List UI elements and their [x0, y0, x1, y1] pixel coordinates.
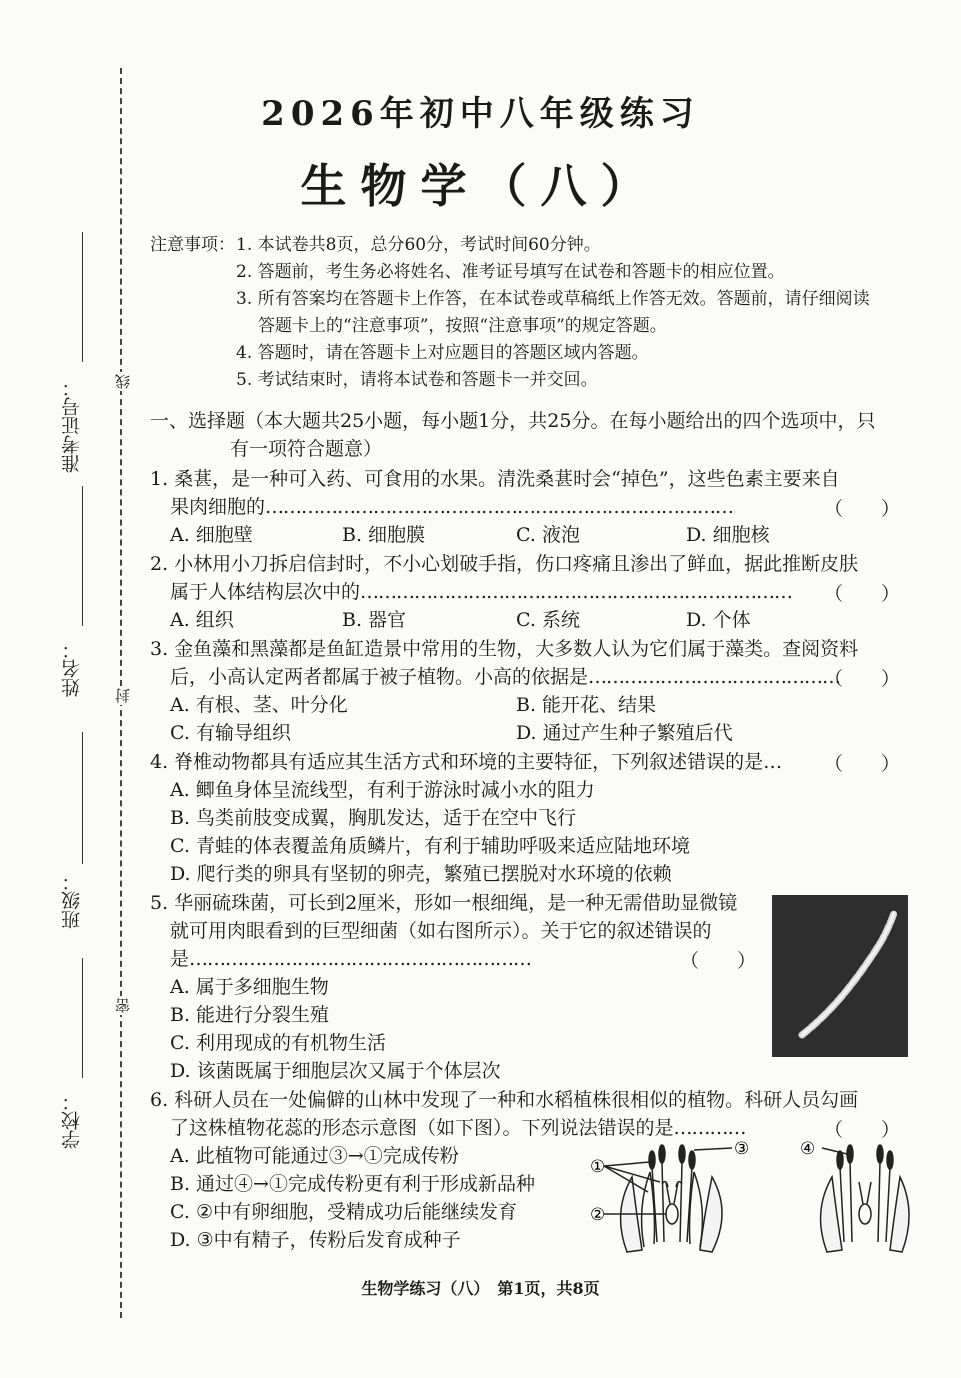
binding-mark-feng: 封 — [114, 688, 132, 703]
option-a: A. 鲫鱼身体呈流线型，有利于游泳时减小水的阻力 — [170, 779, 595, 801]
option-a: A. 组织 — [170, 609, 234, 631]
class-label: 班级： — [61, 872, 83, 929]
answer-parentheses: （ ） — [680, 950, 757, 972]
bacteria-photo — [772, 895, 908, 1057]
school-write-line — [82, 958, 83, 1078]
diagram-label-3: ③ — [734, 1139, 750, 1159]
question-3-stem-cont — [170, 664, 840, 690]
notice-item: 3. 所有答案均在答题卡上作答，在本试卷或草稿纸上作答无效。答题前，请仔细阅读 — [236, 289, 870, 309]
diagram-label-1: ① — [590, 1157, 606, 1177]
section-heading: 一、选择题（本大题共25小题，每小题1分，共25分。在每小题给出的四个选项中，只 — [150, 410, 876, 432]
question-5-stem-text: 是 — [170, 948, 190, 970]
option-a: A. 有根、茎、叶分化 — [170, 694, 348, 716]
bacteria-filament-image — [772, 895, 908, 1057]
page-footer: 生物学练习（八） 第1页，共8页 — [361, 1279, 600, 1298]
answer-parentheses: （ ） — [824, 668, 901, 690]
exam-no-write-line — [82, 232, 83, 362]
question-2-stem-text: 属于人体结构层次中的 — [170, 581, 361, 603]
option-b: B. 器官 — [342, 609, 407, 631]
option-b: B. 能进行分裂生殖 — [170, 1004, 330, 1026]
leader-dots: …………………………………………………………………… — [265, 496, 734, 518]
option-d: D. 个体 — [686, 609, 751, 631]
question-4-stem-text: 4. 脊椎动物都具有适应其生活方式和环境的主要特征，下列叙述错误的是 — [150, 751, 764, 773]
option-c: C. ②中有卵细胞，受精成功后能继续发育 — [170, 1201, 517, 1223]
question-5-stem-cont — [170, 946, 531, 972]
question-5-stem-cont: 就可用肉眼看到的巨型细菌（如右图所示）。关于它的叙述错误的 — [170, 920, 712, 942]
diagram-label-4: ④ — [800, 1139, 816, 1159]
question-2-stem: 2. 小林用小刀拆启信封时，不小心划破手指，伤口疼痛且渗出了鲜血，据此推断皮肤 — [150, 553, 859, 575]
flower-stamen-pistil-diagram — [582, 1132, 912, 1272]
flower-diagram-svg — [582, 1132, 912, 1272]
option-d: D. 爬行类的卵具有坚韧的卵壳，繁殖已摆脱对水环境的依赖 — [170, 863, 672, 885]
binding-mark-mi: 密 — [114, 998, 132, 1013]
name-write-line — [82, 486, 83, 626]
question-1-stem-cont — [170, 494, 733, 520]
option-d: D. 该菌既属于细胞层次又属于个体层次 — [170, 1060, 501, 1082]
option-d: D. 细胞核 — [686, 524, 770, 546]
option-d: D. ③中有精子，传粉后发育成种子 — [170, 1229, 461, 1251]
option-d: D. 通过产生种子繁殖后代 — [516, 722, 733, 744]
notice-item: 答题卡上的“注意事项”，按照“注意事项”的规定答题。 — [258, 316, 667, 336]
question-3-stem-text: 后，小高认定两者都属于被子植物。小高的依据是 — [170, 666, 589, 688]
leader-dots: …………………………………… — [588, 666, 841, 688]
question-1-stem-text: 果肉细胞的 — [170, 496, 266, 518]
option-c: C. 利用现成的有机物生活 — [170, 1032, 386, 1054]
option-b: B. 鸟类前肢变成翼，胸肌发达，适于在空中飞行 — [170, 807, 577, 829]
section-heading-cont: 有一项符合题意） — [230, 438, 383, 460]
leader-dots: ………………………………………………… — [189, 948, 532, 970]
option-b: B. 能开花、结果 — [516, 694, 657, 716]
option-a: A. 属于多细胞生物 — [170, 976, 329, 998]
option-c: C. 液泡 — [516, 524, 580, 546]
question-5-stem: 5. 华丽硫珠菌，可长到2厘米，形如一根细绳，是一种无需借助显微镜 — [150, 892, 738, 914]
question-3-stem: 3. 金鱼藻和黑藻都是鱼缸造景中常用的生物，大多数人认为它们属于藻类。查阅资料 — [150, 638, 859, 660]
question-1-stem: 1. 桑葚，是一种可入药、可食用的水果。清洗桑葚时会“掉色”，这些色素主要来自 — [150, 468, 840, 490]
option-b: B. 细胞膜 — [342, 524, 426, 546]
option-c: C. 系统 — [516, 609, 580, 631]
diagram-label-2: ② — [590, 1205, 606, 1225]
option-b: B. 通过④→①完成传粉更有利于形成新品种 — [170, 1173, 535, 1195]
option-a: A. 细胞壁 — [170, 524, 253, 546]
exam-title: 2026年初中八年级练习 — [261, 94, 700, 134]
notice-item: 1. 本试卷共8页，总分60分，考试时间60分钟。 — [236, 235, 601, 255]
question-2-stem-cont — [170, 579, 792, 605]
question-6-stem: 6. 科研人员在一处偏僻的山林中发现了一种和水稻植株很相似的植物。科研人员勾画 — [150, 1089, 859, 1111]
binding-mark-xian: 线 — [114, 374, 132, 389]
exam-no-label: 准考证号： — [61, 378, 83, 473]
leader-dots: … — [763, 751, 782, 773]
option-c: C. 青蛙的体表覆盖角质鳞片，有利于辅助呼吸来适应陆地环境 — [170, 835, 690, 857]
notice-item: 2. 答题前，考生务必将姓名、准考证号填写在试卷和答题卡的相应位置。 — [236, 262, 785, 282]
school-label: 学校： — [61, 1092, 83, 1149]
class-write-line — [82, 732, 83, 864]
answer-parentheses: （ ） — [824, 1119, 901, 1141]
option-a: A. 此植物可能通过③→①完成传粉 — [170, 1145, 459, 1167]
answer-parentheses: （ ） — [824, 753, 901, 775]
answer-parentheses: （ ） — [824, 583, 901, 605]
question-4-stem — [150, 749, 781, 775]
notice-label: 注意事项： — [150, 235, 235, 255]
option-c: C. 有输导组织 — [170, 722, 291, 744]
leader-dots: ………… — [673, 1117, 746, 1139]
answer-parentheses: （ ） — [824, 498, 901, 520]
notice-item: 4. 答题时，请在答题卡上对应题目的答题区域内答题。 — [236, 343, 649, 363]
leader-dots: ……………………………………………………………… — [360, 581, 793, 603]
subject-title: 生物学（八） — [300, 159, 661, 213]
name-label: 姓名： — [61, 640, 83, 697]
notice-item: 5. 考试结束时，请将本试卷和答题卡一并交回。 — [236, 370, 598, 390]
question-6-stem-text: 了这株植物花蕊的形态示意图（如下图）。下列说法错误的是 — [170, 1117, 674, 1139]
